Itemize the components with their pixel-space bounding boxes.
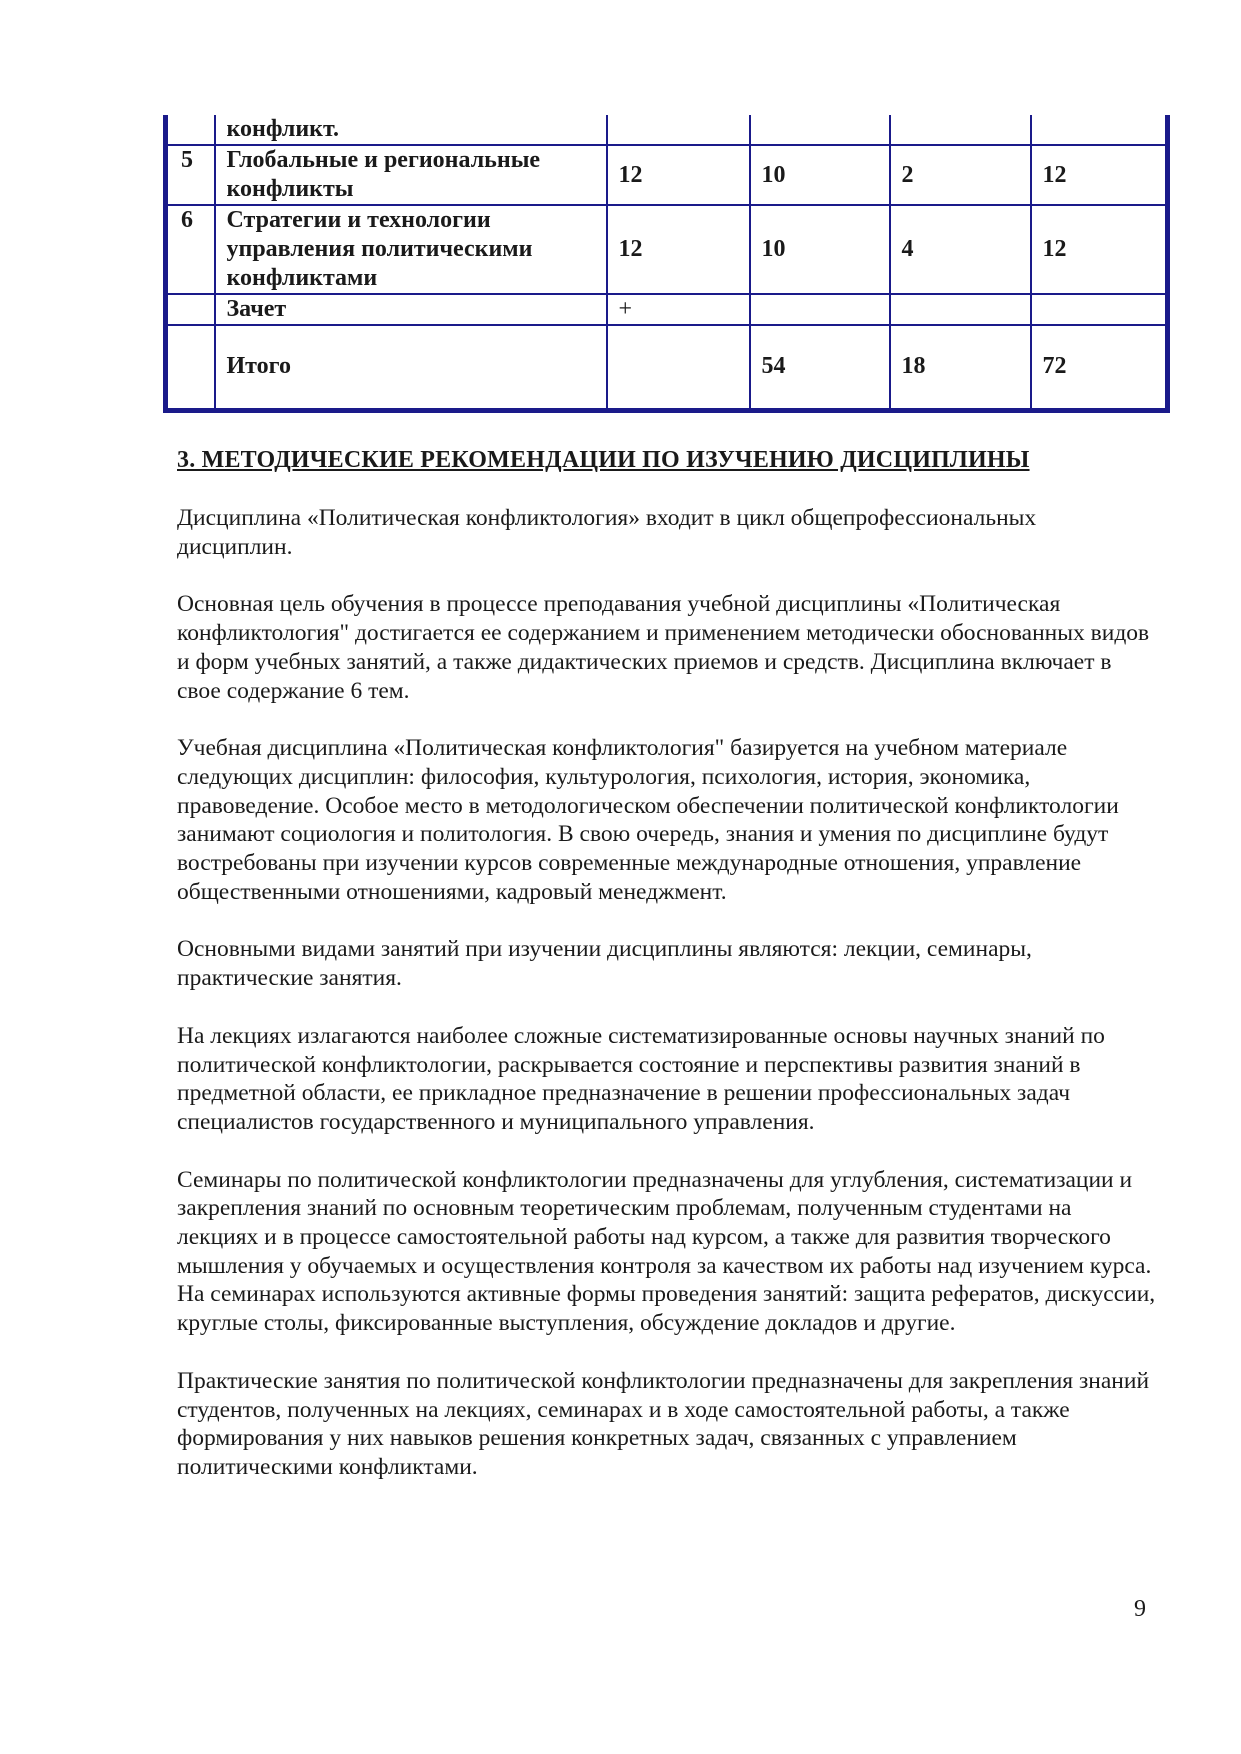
row-number: 6 (166, 205, 215, 294)
hours-seminars: 18 (890, 325, 1031, 410)
hours-lectures (750, 294, 890, 325)
paragraph: Практические занятия по политической конфликтологии предназначены для закрепления знаний студентов, полученных на лекциях, семинарах и в ходе самостоятельной работы, а также формирования у них навыков решения конкретных задач, связанных с управлением политическими конфликтами. (177, 1367, 1150, 1480)
table-row (166, 205, 1168, 294)
hours-lectures: 10 (750, 205, 890, 294)
topic-title: конфликт. (215, 115, 607, 145)
section-body (177, 504, 1157, 1511)
topic-title: Зачет (215, 294, 607, 325)
paragraph: Дисциплина «Политическая конфликтология» входит в цикл общепрофессиональных дисциплин. (177, 505, 1037, 560)
credit-mark: + (607, 294, 750, 325)
paragraph: На лекциях излагаются наиболее сложные систематизированные основы научных знаний по политической конфликтологии, раскрывается состояние и перспективы развития знаний в предметной области, ее прикладное предназначение в решении профессиональных задач специалистов государственного и муниципального управления. (177, 1022, 1105, 1135)
curriculum-table-continuation (163, 115, 1165, 413)
hours-seminars: 4 (890, 205, 1031, 294)
hours-self-study: 12 (1031, 205, 1168, 294)
hours-self-study: 12 (1031, 145, 1168, 205)
hours-total: 12 (607, 145, 750, 205)
curriculum-table (163, 115, 1170, 413)
hours-total (607, 115, 750, 145)
hours-self-study (1031, 294, 1168, 325)
page-number: 9 (1134, 1596, 1146, 1622)
hours-total (607, 325, 750, 410)
row-number (166, 115, 215, 145)
table-row (166, 115, 1168, 145)
paragraph: Учебная дисциплина «Политическая конфликтология" базируется на учебном материале следующих дисциплин: философия, культурология, психология, история, экономика, правоведение. Особое место в методологическом обеспечении политической конфликтологии занимают социология и политология. В свою очередь, знания и умения по дисциплине будут востребованы при изучении курсов современные международные отношения, управление общественными отношениями, кадровый менеджмент. (177, 735, 1119, 905)
hours-lectures: 10 (750, 145, 890, 205)
topic-title: Стратегии и технологии управления политическими конфликтами (215, 205, 607, 294)
hours-seminars (890, 294, 1031, 325)
table-row (166, 294, 1168, 325)
table-row (166, 145, 1168, 205)
hours-lectures: 54 (750, 325, 890, 410)
hours-self-study (1031, 115, 1168, 145)
hours-self-study: 72 (1031, 325, 1168, 410)
row-number (166, 325, 215, 410)
paragraph: Основными видами занятий при изучении дисциплины являются: лекции, семинары, практические занятия. (177, 936, 1032, 992)
topic-title: Глобальные и региональные конфликты (215, 145, 607, 205)
hours-seminars: 2 (890, 145, 1031, 205)
table-row (166, 325, 1168, 410)
paragraph: Семинары по политической конфликтологии предназначены для углубления, систематизации и закрепления знаний по основным теоретическим проблемам, полученным студентами на лекциях и в процессе самостоятельной работы над курсом, а также для развития творческого мышления у обучаемых и осуществления контроля за качеством их работы над изучением курса. На семинарах используются активные формы проведения занятий: защита рефератов, дискуссии, круглые столы, фиксированные выступления, обсуждение докладов и другие. (177, 1166, 1156, 1337)
section-heading: 3. МЕТОДИЧЕСКИЕ РЕКОМЕНДАЦИИ ПО ИЗУЧЕНИЮ ДИСЦИПЛИНЫ (177, 447, 1030, 473)
hours-lectures (750, 115, 890, 145)
topic-title: Итого (215, 325, 607, 410)
hours-seminars (890, 115, 1031, 145)
hours-total: 12 (607, 205, 750, 294)
row-number: 5 (166, 145, 215, 205)
row-number (166, 294, 215, 325)
paragraph: Основная цель обучения в процессе преподавания учебной дисциплины «Политическая конфликтология" достигается ее содержанием и применением методически обоснованных видов и форм учебных занятий, а также дидактических приемов и средств. Дисциплина включает в свое содержание 6 тем. (177, 591, 1150, 704)
